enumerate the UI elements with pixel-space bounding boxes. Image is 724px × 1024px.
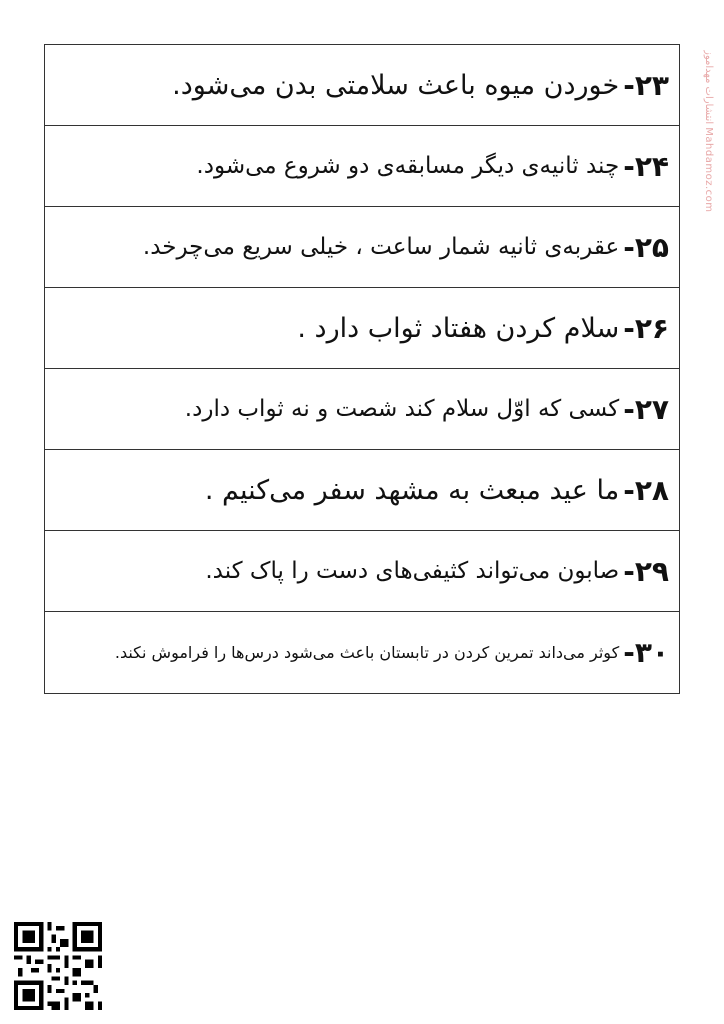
sentence-row-24 — [45, 126, 679, 207]
sentence-number: ۲۴- — [623, 149, 669, 183]
sentence-text: سلام کردن هفتاد ثواب دارد . — [297, 312, 620, 344]
sentence-text: ما عید مبعث به مشهد سفر می‌کنیم . — [204, 474, 620, 506]
sentence-number: ۲۹- — [623, 554, 669, 588]
sentence-text: خوردن میوه باعث سلامتی بدن می‌شود. — [172, 69, 620, 101]
sentence-number: ۲۷- — [623, 392, 669, 426]
sentence-number: ۲۶- — [623, 311, 669, 345]
qr-code — [14, 922, 102, 1010]
sentence-number: ۲۸- — [623, 473, 669, 507]
sentence-row-26 — [45, 288, 679, 369]
sentence-row-28 — [45, 450, 679, 531]
sentence-number: ۲۵- — [623, 230, 669, 264]
sentence-number: ۲۳- — [623, 68, 669, 102]
sentence-text: کسی که اوّل سلام کند شصت و نه ثواب دارد. — [184, 396, 620, 422]
publisher-watermark: انتشارات مهدآموز Mahdamoz.com — [703, 50, 714, 213]
sentence-number: ۳۰- — [623, 636, 669, 669]
sentence-text: کوثر می‌داند تمرین کردن در تابستان باعث می‌شود درس‌ها را فراموش نکند. — [114, 643, 620, 662]
sentence-row-25 — [45, 207, 679, 288]
sentence-row-30 — [45, 612, 679, 693]
sentence-row-23 — [45, 45, 679, 126]
sentence-text: صابون می‌تواند کثیفی‌های دست را پاک کند. — [205, 558, 620, 584]
sentence-row-27 — [45, 369, 679, 450]
sentence-table — [44, 44, 680, 694]
sentence-text: چند ثانیه‌ی دیگر مسابقه‌ی دو شروع می‌شود. — [196, 153, 620, 179]
sentence-text: عقربه‌ی ثانیه شمار ساعت ، خیلی سریع می‌چرخد. — [142, 234, 620, 260]
sentence-row-29 — [45, 531, 679, 612]
